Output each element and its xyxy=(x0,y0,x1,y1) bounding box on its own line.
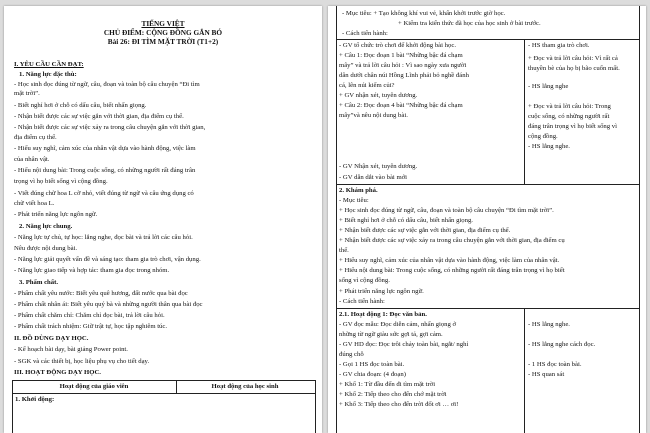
text-line: + Nhận biết được các sự việc xảy ra trong câu chuyện gắn với thời gian, địa điểm cụ xyxy=(339,237,565,244)
teacher-line: - Gọi 1 HS đọc toàn bài. xyxy=(339,361,405,368)
student-line: + Đọc và trả lời câu hỏi: Trong xyxy=(528,103,611,110)
text-line: chữ viết hoa L. xyxy=(14,200,55,207)
student-line: - HS lắng nghe. xyxy=(528,321,570,328)
text-line: địa điểm cụ thể. xyxy=(14,134,57,141)
text-line: + Kiểm tra kiến thức đã học của học sinh ở bài trước. xyxy=(398,20,541,27)
text-line: - Năng lực tự chủ, tự học: lắng nghe, đọc bài và trả lời các câu hỏi. xyxy=(14,234,193,241)
text-line: - Kế hoạch bài dạy, bài giảng Power point. xyxy=(14,346,128,353)
student-line: - HS lắng nghe. xyxy=(528,143,570,150)
subsection-heading: 1. Năng lực đặc thù: xyxy=(19,71,77,78)
student-line: + Đọc và trả lời câu hỏi: Vì rất cả xyxy=(528,55,618,62)
teacher-line: + GV nhận xét, tuyên dương. xyxy=(339,92,418,99)
text-line: - Năng lực giải quyết vấn đề và sáng tạo: tham gia trò chơi, vận dụng. xyxy=(14,256,201,263)
text-line: - Phẩm chất yêu nước: Biết yêu quê hương, đất nước qua bài đọc xyxy=(14,290,188,297)
student-line: thuyền bè của họ bị bão cuốn mất. xyxy=(528,65,620,72)
student-line: - HS tham gia trò chơi. xyxy=(528,42,590,49)
text-line: - Nhận biết được các sự việc gắn với thời gian, địa điểm cụ thể. xyxy=(14,113,184,120)
table-header-teacher: Hoạt động của giáo viên xyxy=(59,383,129,390)
student-line: - HS lắng nghe xyxy=(528,83,569,90)
subsection-heading: 2. Năng lực chung. xyxy=(19,223,73,230)
text-line: + Hiểu nội dung bài: Trong cuộc sống, có những người rất đáng trân trọng vì họ biết xyxy=(339,267,565,274)
teacher-line: - GV chia đoạn: (4 đoạn) xyxy=(339,371,406,378)
text-line: + Biết nghỉ hơi ở chỗ có dấu câu, biết nhấn giọng. xyxy=(339,217,473,224)
teacher-line: + Câu 1: Đọc đoạn 1 bài “Những bậc đá chạm xyxy=(339,52,463,59)
text-line: - Nhận biết được các sự việc xảy ra trong câu chuyện gắn với thời gian, xyxy=(14,124,206,131)
text-line: Nêu được nội dung bài. xyxy=(14,245,78,252)
teacher-line: - GV HD đọc: Đọc trôi chảy toàn bài, ngắt/ nghỉ xyxy=(339,341,469,348)
student-line: đáng trân trọng vì họ biết sống vì xyxy=(528,123,617,130)
text-line: của nhân vật. xyxy=(14,156,50,163)
section-heading: II. ĐỒ DÙNG DẠY HỌC. xyxy=(14,335,89,342)
student-line: - HS quan sát xyxy=(528,371,565,378)
text-line: sống vì cộng đồng. xyxy=(339,277,390,284)
student-line: - 1 HS đọc toàn bài. xyxy=(528,361,582,368)
text-line: - Hiểu nội dung bài: Trong cuộc sống, có những người rất đáng trân xyxy=(14,167,196,174)
teacher-line: + Khổ 2: Tiếp theo cho đến chớ mặt trời xyxy=(339,391,447,398)
text-line: + Nhận biết được các sự việc gắn với thời gian, địa điểm cụ thể. xyxy=(339,227,511,234)
text-line: mặt trời”. xyxy=(14,90,40,97)
table-header-student: Hoạt động của học sinh xyxy=(211,383,279,390)
lesson-title: Bài 26: ĐI TÌM MẶT TRỜI (T1+2) xyxy=(107,37,219,46)
text-line: - Phát triển năng lực ngôn ngữ. xyxy=(14,211,98,218)
section-heading: I. YÊU CẦU CẦN ĐẠT: xyxy=(14,61,84,68)
teacher-line: mây” và trả lời câu hỏi : Vì sao ngày xưa người xyxy=(339,62,467,69)
text-line: - Biết nghỉ hơi ở chỗ có dấu câu, biết nhấn giọng. xyxy=(14,102,147,109)
document-page-right xyxy=(328,6,646,433)
text-line: - Mục tiêu: + Tạo không khí vui vẻ, khấn khởi trước giờ học. xyxy=(342,10,506,17)
text-line: - Phẩm chất trách nhiệm: Giữ trật tự, học tập nghiêm túc. xyxy=(14,323,168,330)
text-line: - SGK và các thiết bị, học liệu phụ vụ cho tiết dạy. xyxy=(14,358,150,365)
section-heading: 2. Khám phá. xyxy=(339,187,378,194)
text-line: + Hiểu suy nghĩ, cảm xúc của nhân vật dựa vào hành động, việc làm của nhân vật. xyxy=(339,257,560,264)
teacher-line: + Câu 2: Đọc đoạn 4 bài “Những bậc đá chạm xyxy=(339,102,463,109)
teacher-line: + Khổ 3: Tiếp theo cho đến trời đốt ơi … ơi! xyxy=(339,401,459,408)
teacher-line: - GV đọc mẫu: Đọc diễn cảm, nhấn giọng ở xyxy=(339,321,457,328)
teacher-line: - GV tổ chức trò chơi để khởi động bài học. xyxy=(339,42,456,49)
text-line: - Viết đúng chữ hoa L cỡ nhỏ, viết đúng từ ngữ và câu ứng dụng có xyxy=(14,190,194,197)
text-line: + Phát triển năng lực ngôn ngữ. xyxy=(339,288,424,295)
text-line: - Phẩm chất nhân ái: Biết yêu quý bà và những người thân qua bài đọc xyxy=(14,301,203,308)
teacher-line: + Khổ 1: Từ đầu đến đi tìm mặt trời xyxy=(339,381,436,388)
student-line: cuộc sống, có những người rất xyxy=(528,113,610,120)
teacher-line: - GV Nhận xét, tuyên dương. xyxy=(339,163,418,170)
text-line: - Học sinh đọc đúng từ ngữ, câu, đoạn và toàn bộ câu chuyện “Đi tìm xyxy=(14,81,200,88)
teacher-line: mây”và nêu nội dung bài. xyxy=(339,112,408,119)
text-line: - Cách tiến hành: xyxy=(342,30,388,37)
document-page-left xyxy=(4,6,322,433)
teacher-line: - GV dẫn dắt vào bài mới xyxy=(339,174,408,181)
section-heading: III. HOẠT ĐỘNG DẠY HỌC. xyxy=(14,369,101,376)
teacher-line: những từ ngữ giàu sức gợi tả, gợi cảm. xyxy=(339,331,443,338)
text-line: trọng vì họ biết sống vì cộng đồng. xyxy=(14,178,108,185)
text-line: - Hiểu suy nghĩ, cảm xúc của nhân vật dựa vào hành động, việc làm xyxy=(14,145,196,152)
teacher-line: cá, lên núi kiếm củi? xyxy=(339,82,395,89)
text-line: thể. xyxy=(339,247,349,254)
subject-title: TIẾNG VIỆT xyxy=(141,19,185,28)
table-row-heading: 1. Khởi động: xyxy=(15,396,55,403)
activity-heading: 2.1. Hoạt động 1: Đọc văn bản. xyxy=(339,311,427,318)
text-line: + Học sinh đọc đúng từ ngữ, câu, đoạn và toàn bộ câu chuyện “Đi tìm mặt trời”. xyxy=(339,207,554,214)
theme-title: CHỦ ĐIỂM: CỘNG ĐỒNG GẮN BÓ xyxy=(103,28,223,37)
text-line: - Phẩm chất chăm chỉ: Chăm chỉ đọc bài, trả lời câu hỏi. xyxy=(14,312,165,319)
teacher-line: dân dưới chân núi Hồng Lĩnh phải bỏ nghề đánh xyxy=(339,72,469,79)
student-line: - HS lắng nghe cách đọc. xyxy=(528,341,596,348)
text-line: - Năng lực giao tiếp và hợp tác: tham gia đọc trong nhóm. xyxy=(14,267,170,274)
text-line: - Cách tiến hành: xyxy=(339,298,385,305)
subsection-heading: 3. Phẩm chất. xyxy=(19,279,59,286)
text-line: - Mục tiêu: xyxy=(339,197,369,204)
teacher-line: đúng chỗ xyxy=(339,351,364,358)
student-line: cộng đồng. xyxy=(528,133,558,140)
